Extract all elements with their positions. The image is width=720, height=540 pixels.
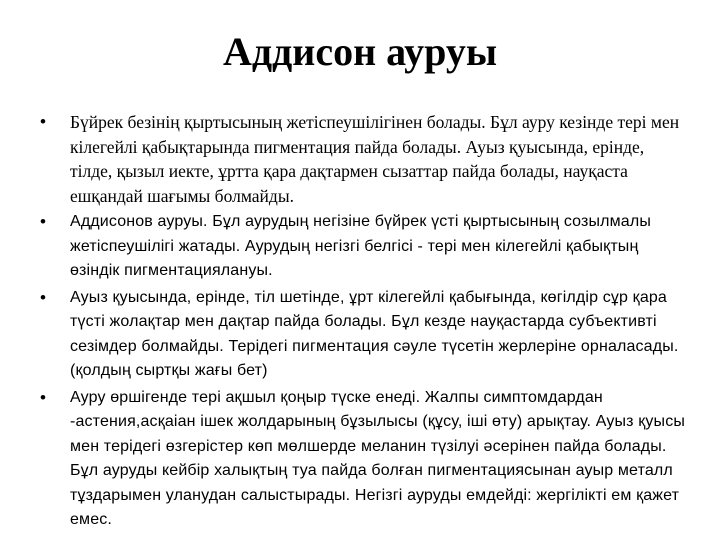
slide-title: Аддисон ауруы <box>222 29 498 74</box>
bullet-item <box>36 210 686 284</box>
bullet-list <box>36 110 686 535</box>
bullet-dot: • <box>40 112 46 131</box>
bullet-dot: • <box>40 287 46 307</box>
bullet-item <box>36 110 686 208</box>
bullet-dot: • <box>40 212 46 231</box>
bullet-text: Ауру өршігенде тері ақшыл қоңыр түске енеді. Жалпы симптомдардан -астения,асқаіан ішек жолдарының бұзылысы (құсу, іші өту) арықтау. Ауыз қуысы мен терідегі өзгерістер көп мөлшерде меланин түзілуі әсерінен пайда болады. Бұл ауруды кейбір халықтың туа пайда болған пигментациясынан ауыр металл тұздарымен уланудан салыстырады. Негізгі ауруды емдейді: жергілікті ем қажет емес. <box>70 388 686 528</box>
bullet-text: Ауыз қуысында, ерінде, тіл шетінде, ұрт кілегейлі қабығында, көгілдір сұр қара түсті жолақтар мен дақтар пайда болады. Бұл кезде науқастарда субъективті сезімдер болмайды. Терідегі пигментация сәуле түсетін жерлеріне орналасады. (қолдың сыртқы жағы бет) <box>70 288 679 379</box>
bullet-text: Аддисонов ауруы. Бұл аурудың негізіне бүйрек үсті қыртысының созылмалы жетіспеушілігі жатады. Аурудың негізгі белгісі - тері мен кілегейлі қабықтың өзіндік пигментациялануы. <box>70 213 651 279</box>
bullet-dot: • <box>40 387 46 407</box>
bullet-item <box>36 386 686 533</box>
bullet-item <box>36 286 686 384</box>
bullet-text: Бүйрек безінің қыртысының жетіспеушілігінен болады. Бұл ауру кезінде тері мен кілегейлі қабықтарында пигментация пайда болады. Ауыз қуысында, ерінде, тілде, қызыл иекте, ұртта қара дақтармен сызаттар пайда болады, науқаста ешқандай шағымы болмайды. <box>70 112 680 206</box>
